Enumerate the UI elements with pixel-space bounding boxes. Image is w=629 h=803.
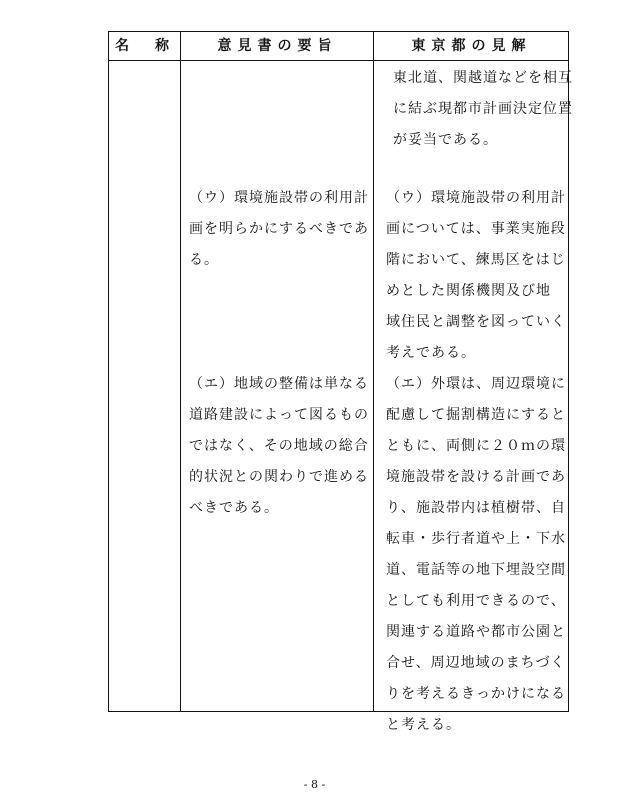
opinion-table <box>108 31 573 733</box>
summary-item-e <box>189 369 369 524</box>
text-line: 東北道、関越道などを相互 <box>393 70 573 86</box>
text-line: と考える。 <box>386 717 461 733</box>
text-line: 道、電話等の地下埋設空間 <box>386 562 566 578</box>
text-line: に結ぶ現都市計画決定位置 <box>393 101 573 117</box>
text-line: （エ）地域の整備は単なる <box>189 376 369 392</box>
header-view: 東京都の見解 <box>411 38 532 54</box>
text-line: 考えである。 <box>386 345 476 361</box>
column-divider-2 <box>373 32 374 711</box>
text-line: べきである。 <box>189 500 279 516</box>
page-number: - 8 - <box>303 778 326 791</box>
table-header-row <box>109 32 568 61</box>
view-continuation-block <box>393 63 573 156</box>
text-line: 階において、練馬区をはじ <box>386 252 566 268</box>
header-name: 名 称 <box>115 38 175 54</box>
text-line: （ウ）環境施設帯の利用計 <box>386 190 566 206</box>
column-divider-1 <box>180 32 181 711</box>
header-summary: 意見書の要旨 <box>217 38 338 54</box>
text-line: 的状況との関わりで進める <box>189 469 369 485</box>
summary-item-u <box>189 183 369 276</box>
text-line: 道路建設によって図るもの <box>189 407 369 423</box>
text-line: （エ）外環は、周辺環境に <box>386 376 566 392</box>
text-line: り、施設帯内は植樹帯、自 <box>386 500 566 516</box>
text-line: る。 <box>189 252 219 268</box>
text-line: が妥当である。 <box>393 132 498 148</box>
text-line: 境施設帯を設ける計画であ <box>386 469 566 485</box>
text-line: りを考えるきっかけになる <box>386 686 566 702</box>
text-line: としても利用できるので、 <box>386 593 566 609</box>
text-line: 画については、事業実施段 <box>386 221 566 237</box>
text-line: 関連する道路や都市公園と <box>386 624 566 640</box>
text-line: 域住民と調整を図っていく <box>386 314 566 330</box>
text-line: 合せ、周辺地域のまちづく <box>386 655 566 671</box>
text-line: めとした関係機関及び地 <box>386 283 551 299</box>
text-line: ともに、両側に２０ｍの環 <box>386 438 566 454</box>
view-item-u <box>386 183 566 369</box>
view-item-e <box>386 369 566 741</box>
text-line: （ウ）環境施設帯の利用計 <box>189 190 369 206</box>
text-line: ではなく、その地域の総合 <box>189 438 369 454</box>
text-line: 配慮して掘割構造にすると <box>386 407 566 423</box>
text-line: 画を明らかにするべきであ <box>189 221 369 237</box>
text-line: 転車・歩行者道や上・下水 <box>386 531 566 547</box>
